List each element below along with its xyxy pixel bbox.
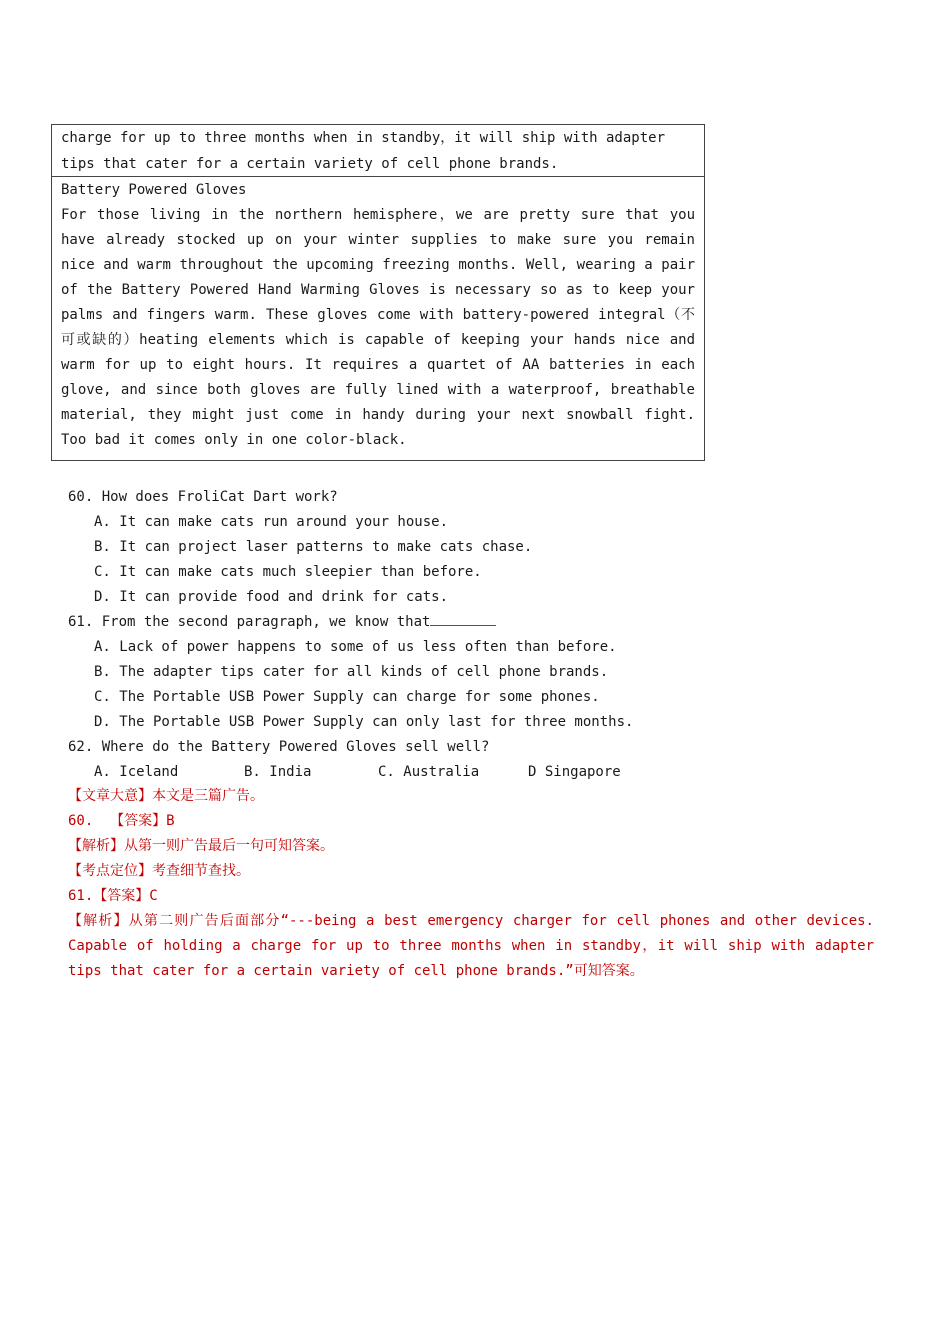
question-62-option-c: C. Australia [378,764,480,780]
question-60-option-d: D. It can provide food and drink for cats. [94,589,449,605]
passage-top-line-1: charge for up to three months when in standby，it will ship with adapter [61,130,666,146]
passage-top-line-2: tips that cater for a certain variety of cell phone brands. [61,156,559,172]
questions-section [68,485,768,785]
answer-61-analysis: 【解析】从第二则广告后面部分“---being a best emergency charger for cell phones and other devices. Capable of holding a charge for up to three months when in standby，it will ship with adapter tips that cater for a certain variety of cell phone brands.”可知答案。 [68,913,874,979]
question-62-options [68,760,768,785]
question-60-stem: 60. How does FroliCat Dart work? [68,489,338,505]
question-60-option-c: C. It can make cats much sleepier than before. [94,564,482,580]
question-61-stem: 61. From the second paragraph, we know that [68,614,431,630]
answers-section [68,784,874,984]
answer-summary: 【文章大意】本文是三篇广告。 [68,788,264,804]
answer-60-point: 【考点定位】考查细节查找。 [68,863,250,879]
question-60-option-a: A. It can make cats run around your house. [94,514,449,530]
question-61-option-b: B. The adapter tips cater for all kinds of cell phone brands. [94,664,609,680]
answer-60-analysis: 【解析】从第一则广告最后一句可知答案。 [68,838,334,854]
question-61-option-c: C. The Portable USB Power Supply can charge for some phones. [94,689,600,705]
answer-blank [430,611,496,626]
question-61-stem-row [68,610,768,635]
question-61-option-d: D. The Portable USB Power Supply can only last for three months. [94,714,634,730]
question-61-option-a: A. Lack of power happens to some of us less often than before. [94,639,617,655]
question-62-stem: 62. Where do the Battery Powered Gloves sell well? [68,739,490,755]
question-60-option-b: B. It can project laser patterns to make cats chase. [94,539,533,555]
passage-gloves-title: Battery Powered Gloves [61,182,247,198]
question-62-option-b: B. India [244,764,312,780]
answer-60: 60. 【答案】B [68,813,175,829]
answer-61: 61.【答案】C [68,888,158,904]
question-62-option-d: D Singapore [528,764,621,780]
passage-top-box [51,124,705,176]
passage-gloves-body: For those living in the northern hemisphere，we are pretty sure that you have already stocked up on your winter supplies to make sure you remain nice and warm throughout the upcoming freezing months. Well, wearing a pair of the Battery Powered Hand Warming Gloves is necessary so as to keep your palms and fingers warm. These gloves come with battery-powered integral（不可或缺的）heating elements which is capable of keeping your hands nice and warm for up to eight hours. It requires a quartet of AA batteries in each glove, and since both gloves are fully lined with a waterproof, breathable material, they might just come in handy during your next snowball fight. Too bad it comes only in one color-black. [61,207,695,448]
passage-gloves-box [51,176,705,461]
question-62-option-a: A. Iceland [94,764,179,780]
